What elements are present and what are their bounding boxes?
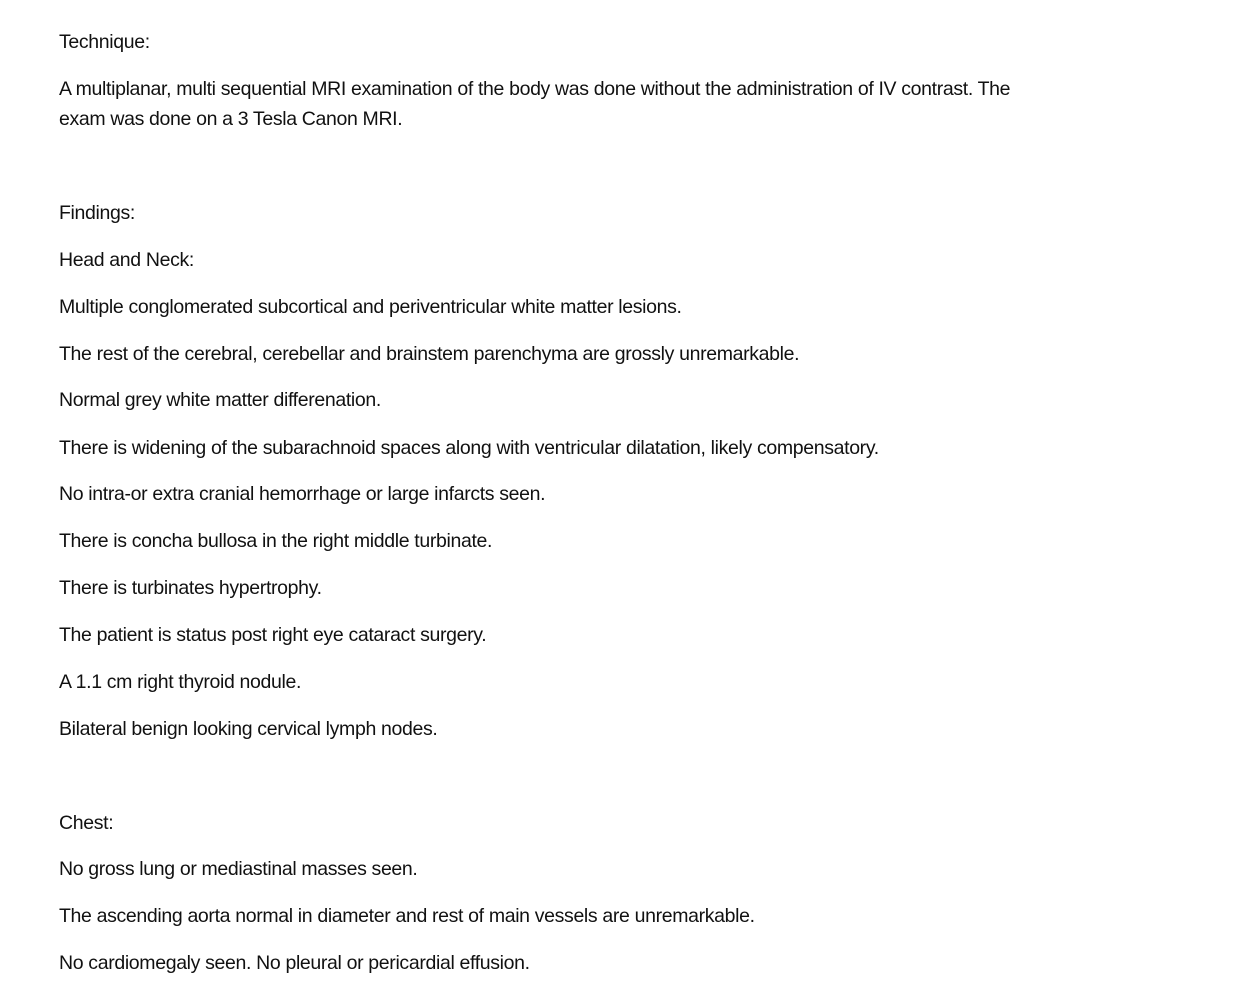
- technique-text-line-1: A multiplanar, multi sequential MRI examination of the body was done without the administration of IV contrast. The: [59, 78, 1011, 100]
- finding-item: The patient is status post right eye cataract surgery.: [59, 624, 487, 646]
- finding-item: There is concha bullosa in the right middle turbinate.: [59, 530, 493, 552]
- finding-item: Normal grey white matter differenation.: [59, 389, 381, 411]
- finding-item: Bilateral benign looking cervical lymph nodes.: [59, 718, 438, 740]
- chest-heading: Chest:: [59, 812, 114, 834]
- finding-item: No gross lung or mediastinal masses seen.: [59, 858, 418, 880]
- finding-item: No intra-or extra cranial hemorrhage or large infarcts seen.: [59, 483, 546, 505]
- technique-text-line-2: exam was done on a 3 Tesla Canon MRI.: [59, 108, 403, 130]
- finding-item: Multiple conglomerated subcortical and periventricular white matter lesions.: [59, 296, 682, 318]
- head-and-neck-heading: Head and Neck:: [59, 249, 194, 271]
- finding-item: The rest of the cerebral, cerebellar and brainstem parenchyma are grossly unremarkable.: [59, 343, 800, 365]
- finding-item: There is widening of the subarachnoid spaces along with ventricular dilatation, likely compensatory.: [59, 437, 879, 459]
- findings-heading: Findings:: [59, 202, 135, 224]
- technique-heading: Technique:: [59, 31, 150, 53]
- finding-item: There is turbinates hypertrophy.: [59, 577, 322, 599]
- finding-item: A 1.1 cm right thyroid nodule.: [59, 671, 302, 693]
- finding-item: The ascending aorta normal in diameter and rest of main vessels are unremarkable.: [59, 905, 755, 927]
- finding-item: No cardiomegaly seen. No pleural or pericardial effusion.: [59, 952, 530, 974]
